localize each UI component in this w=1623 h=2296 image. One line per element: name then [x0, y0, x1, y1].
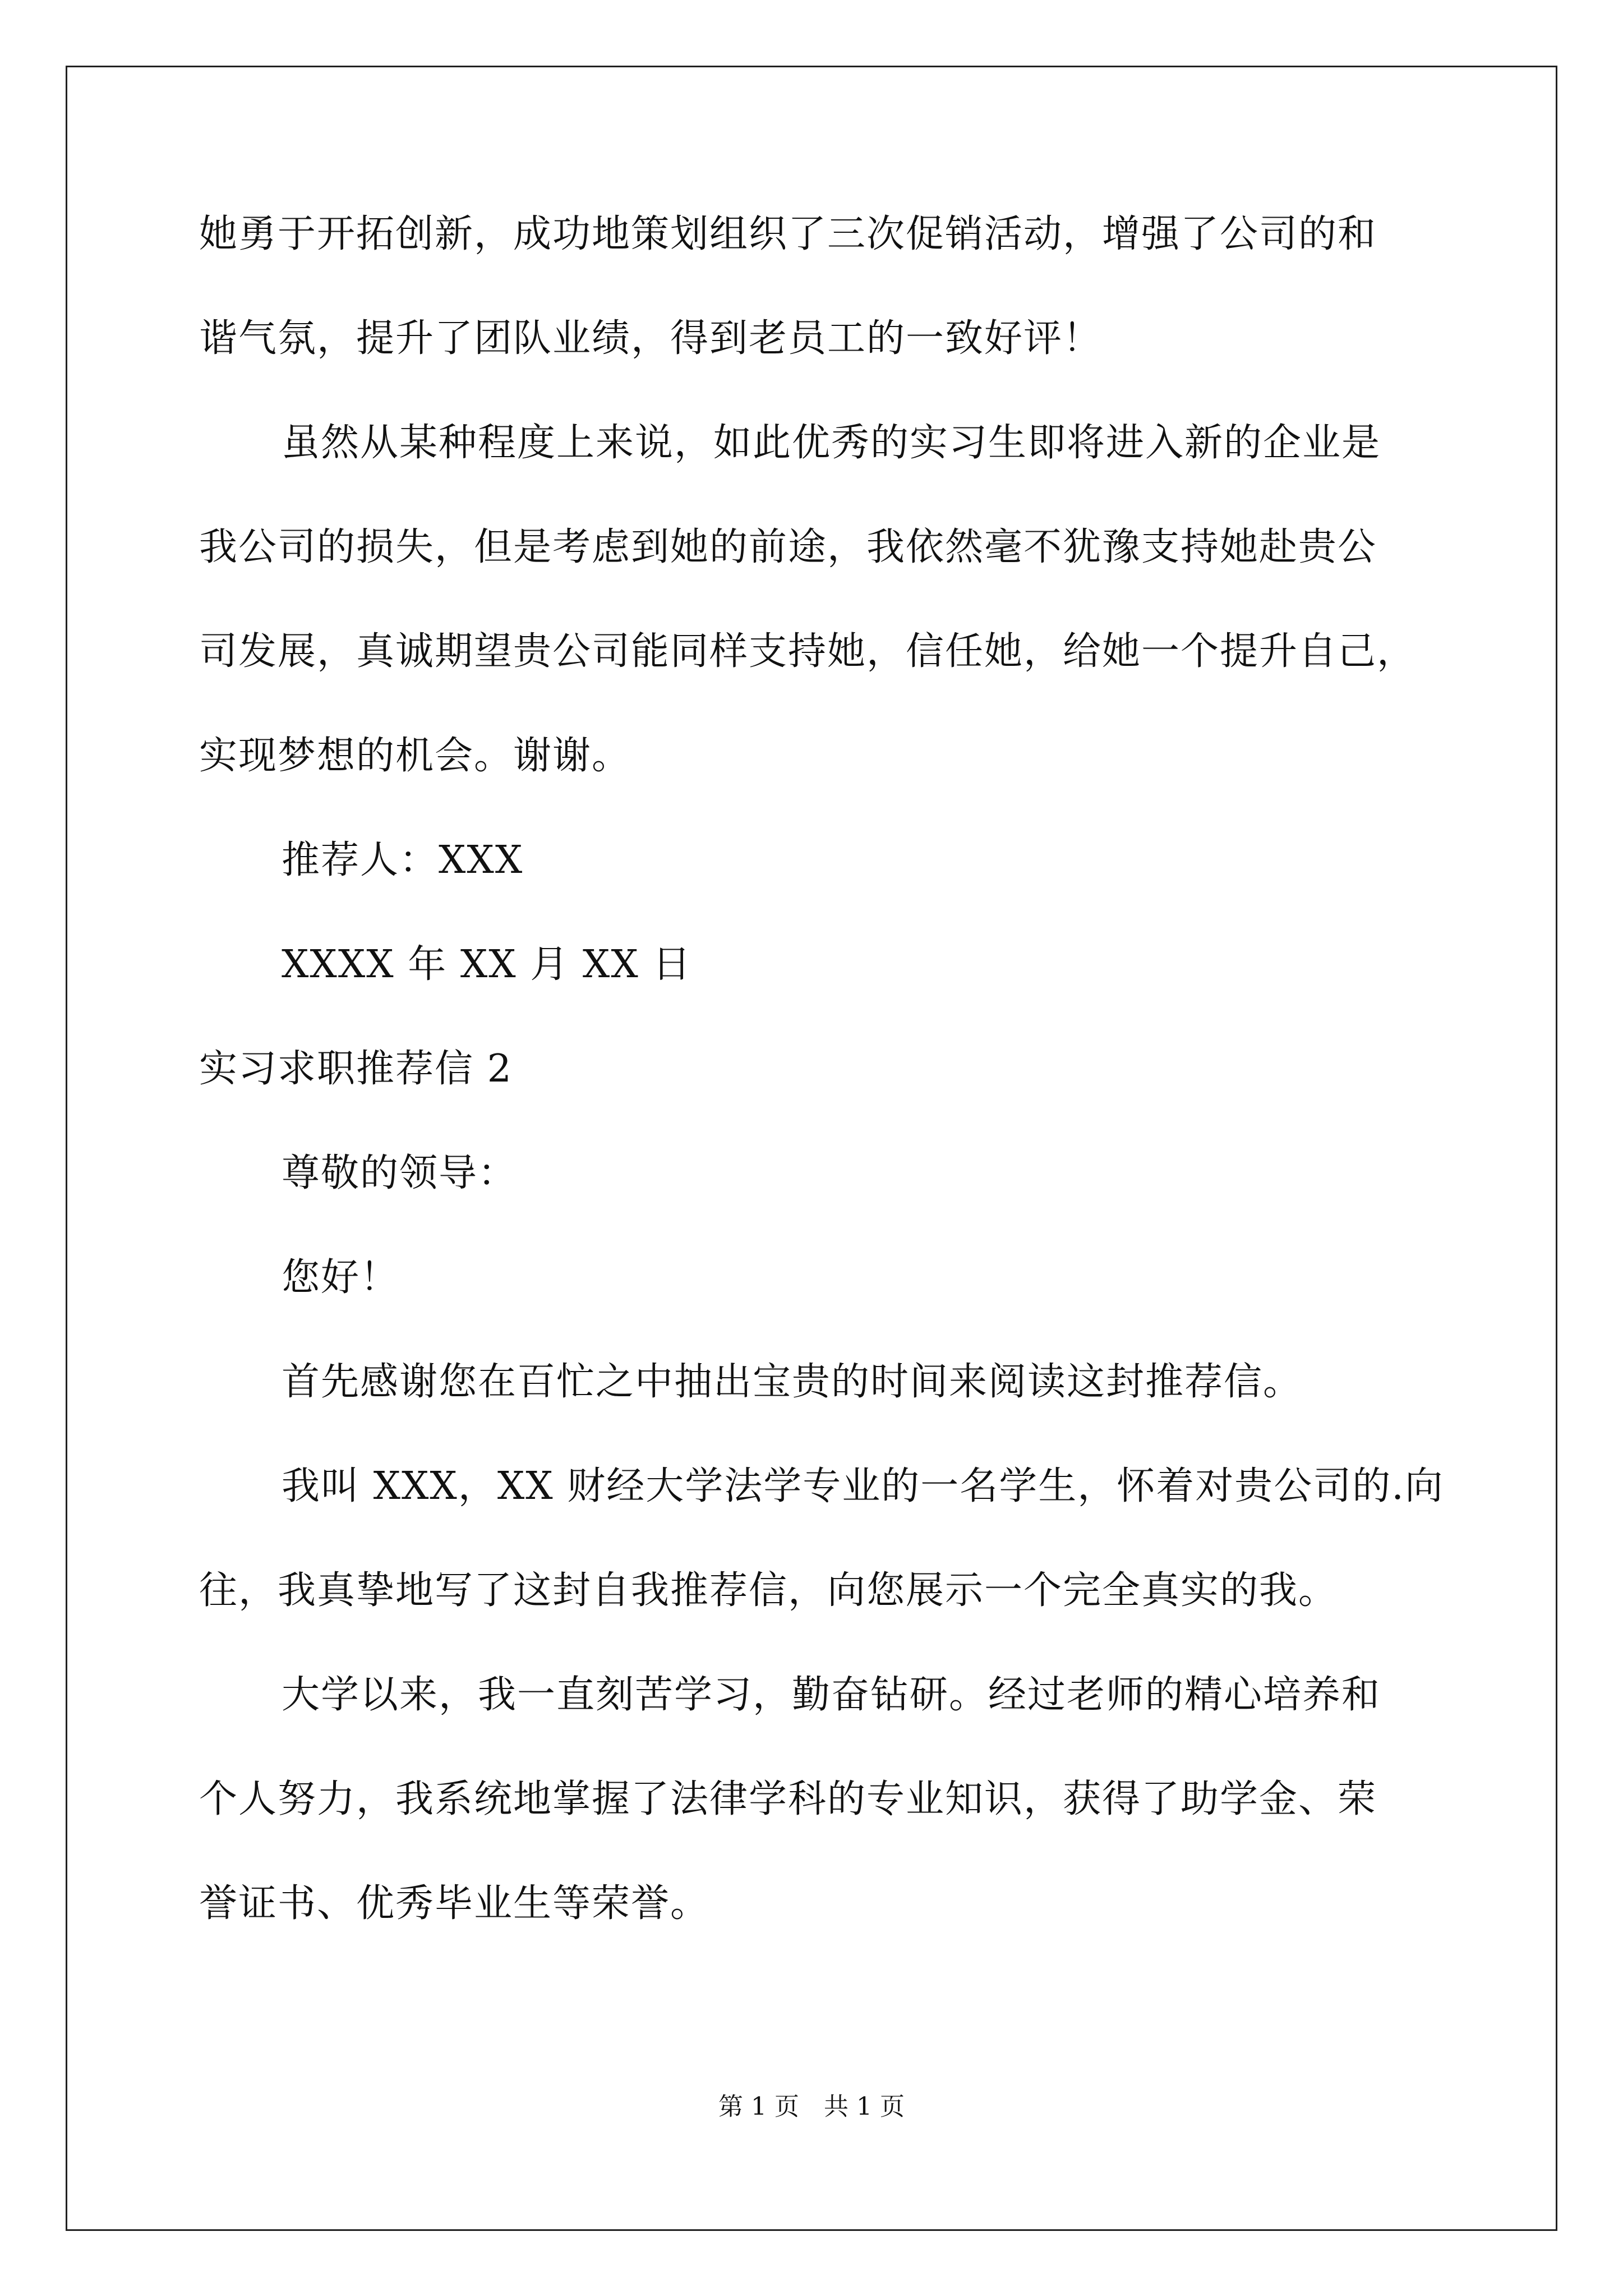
- section-title: 实习求职推荐信 2: [199, 1047, 513, 1091]
- body-line: 实现梦想的机会。谢谢。: [199, 734, 631, 778]
- body-line: 我公司的损失，但是考虑到她的前途，我依然毫不犹豫支持她赴贵公: [199, 525, 1377, 569]
- body-line: 虽然从某种程度上来说，如此优秀的实习生即将进入新的企业是: [282, 421, 1381, 465]
- recommender-signature: 推荐人：XXX: [282, 838, 524, 882]
- body-line: 誉证书、优秀毕业生等荣誉。: [199, 1881, 710, 1926]
- body-line: 大学以来，我一直刻苦学习，勤奋钻研。经过老师的精心培养和: [282, 1673, 1381, 1717]
- body-line: 往，我真挚地写了这封自我推荐信，向您展示一个完全真实的我。: [199, 1568, 1338, 1613]
- body-line: 司发展，真诚期望贵公司能同样支持她，信任她，给她一个提升自己，: [199, 629, 1417, 674]
- body-line: 谐气氛，提升了团队业绩，得到老员工的一致好评！: [199, 316, 1103, 361]
- body-line: 首先感谢您在百忙之中抽出宝贵的时间来阅读这封推荐信。: [282, 1360, 1303, 1404]
- page-number-footer: 第 1 页 共 1 页: [718, 2092, 905, 2121]
- body-line: 个人努力，我系统地掌握了法律学科的专业知识，获得了助学金、荣: [199, 1777, 1377, 1821]
- body-line: 她勇于开拓创新，成功地策划组织了三次促销活动，增强了公司的和: [199, 212, 1377, 256]
- body-line: 我叫 XXX，XX 财经大学法学专业的一名学生，怀着对贵公司的.向: [282, 1464, 1444, 1508]
- greeting: 您好！: [282, 1255, 400, 1300]
- salutation: 尊敬的领导：: [282, 1151, 518, 1195]
- letter-date: XXXX 年 XX 月 XX 日: [282, 942, 692, 987]
- document-body: [199, 208, 1472, 1981]
